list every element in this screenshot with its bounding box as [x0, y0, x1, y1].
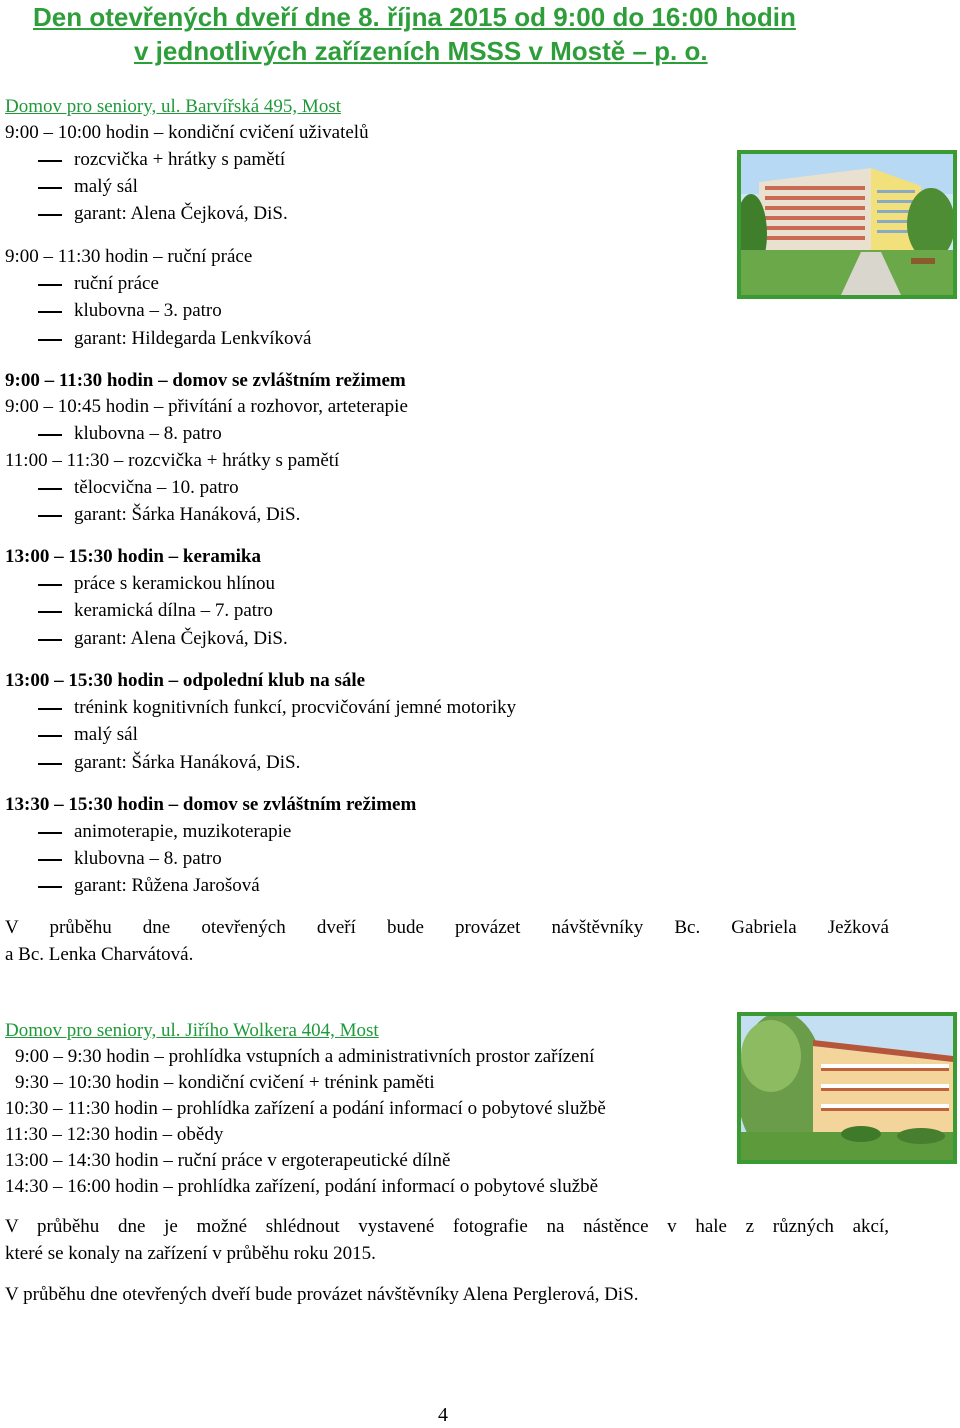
list-item: garant: Alena Čejková, DiS. — [38, 628, 288, 650]
photo-note-line-1: V průběhu dne je možné shlédnout vystavené fotografie na nástěnce v hale z různých akcí, — [5, 1216, 889, 1237]
list-item: malý sál — [38, 176, 138, 198]
guide-line-1: V průběhu dne otevřených dveří bude provázet návštěvníky Bc. Gabriela Ježková — [5, 917, 889, 938]
section2-heading: Domov pro seniory, ul. Jiřího Wolkera 404, Most — [5, 1020, 379, 1041]
schedule-row: 13:00 – 14:30 hodin – ruční práce v ergoterapeutické dílně — [5, 1150, 451, 1171]
building-illustration — [741, 154, 953, 295]
list-item: trénink kognitivních funkcí, procvičování jemné motoriky — [38, 697, 516, 719]
schedule-row: 10:30 – 11:30 hodin – prohlídka zařízení a podání informací o pobytové službě — [5, 1098, 606, 1119]
list-item: garant: Alena Čejková, DiS. — [38, 203, 288, 225]
title-line-2: v jednotlivých zařízeních MSSS v Mostě – p. o. — [134, 36, 708, 66]
list-item: animoterapie, muzikoterapie — [38, 821, 291, 843]
list-item: ruční práce — [38, 273, 159, 295]
block5-time: 13:00 – 15:30 hodin – odpolední klub na sále — [5, 670, 366, 691]
list-item: garant: Hildegarda Lenkvíková — [38, 328, 311, 350]
list-item: garant: Růžena Jarošová — [38, 875, 260, 897]
building-photo-barvirska — [737, 150, 957, 299]
building-photo-wolkera — [737, 1012, 957, 1164]
schedule-row: 14:30 – 16:00 hodin – prohlídka zařízení, podání informací o pobytové službě — [5, 1176, 599, 1197]
page-number: 4 — [438, 1404, 448, 1426]
list-item: malý sál — [38, 724, 138, 746]
guide-line-2: a Bc. Lenka Charvátová. — [5, 944, 194, 965]
section1-heading: Domov pro seniory, ul. Barvířská 495, Most — [5, 96, 341, 117]
list-item: klubovna – 3. patro — [38, 300, 222, 322]
block1-time: 9:00 – 10:00 hodin – kondiční cvičení uživatelů — [5, 122, 369, 143]
section2-guide: V průběhu dne otevřených dveří bude provázet návštěvníky Alena Perglerová, DiS. — [5, 1284, 639, 1305]
document-title — [33, 0, 913, 68]
block3-sub1: 9:00 – 10:45 hodin – přivítání a rozhovor, arteterapie — [5, 396, 408, 417]
list-item: tělocvična – 10. patro — [38, 477, 239, 499]
photo-note-line-2: které se konaly na zařízení v průběhu roku 2015. — [5, 1243, 376, 1264]
list-item: práce s keramickou hlínou — [38, 573, 275, 595]
list-item: garant: Šárka Hanáková, DiS. — [38, 504, 300, 526]
block3-time: 9:00 – 11:30 hodin – domov se zvláštním režimem — [5, 370, 406, 391]
list-item: keramická dílna – 7. patro — [38, 600, 273, 622]
building-illustration — [741, 1016, 953, 1160]
schedule-row: 9:30 – 10:30 hodin – kondiční cvičení + trénink paměti — [15, 1072, 435, 1093]
block3-sub2: 11:00 – 11:30 – rozcvička + hrátky s pamětí — [5, 450, 340, 471]
schedule-row: 9:00 – 9:30 hodin – prohlídka vstupních a administrativních prostor zařízení — [15, 1046, 595, 1067]
title-line-1: Den otevřených dveří dne 8. října 2015 od 9:00 do 16:00 hodin — [33, 2, 796, 32]
schedule-row: 11:30 – 12:30 hodin – obědy — [5, 1124, 224, 1145]
block4-time: 13:00 – 15:30 hodin – keramika — [5, 546, 261, 567]
list-item: klubovna – 8. patro — [38, 848, 222, 870]
list-item: klubovna – 8. patro — [38, 423, 222, 445]
block2-time: 9:00 – 11:30 hodin – ruční práce — [5, 246, 253, 267]
list-item: rozcvička + hrátky s pamětí — [38, 149, 285, 171]
list-item: garant: Šárka Hanáková, DiS. — [38, 752, 300, 774]
block6-time: 13:30 – 15:30 hodin – domov se zvláštním režimem — [5, 794, 417, 815]
